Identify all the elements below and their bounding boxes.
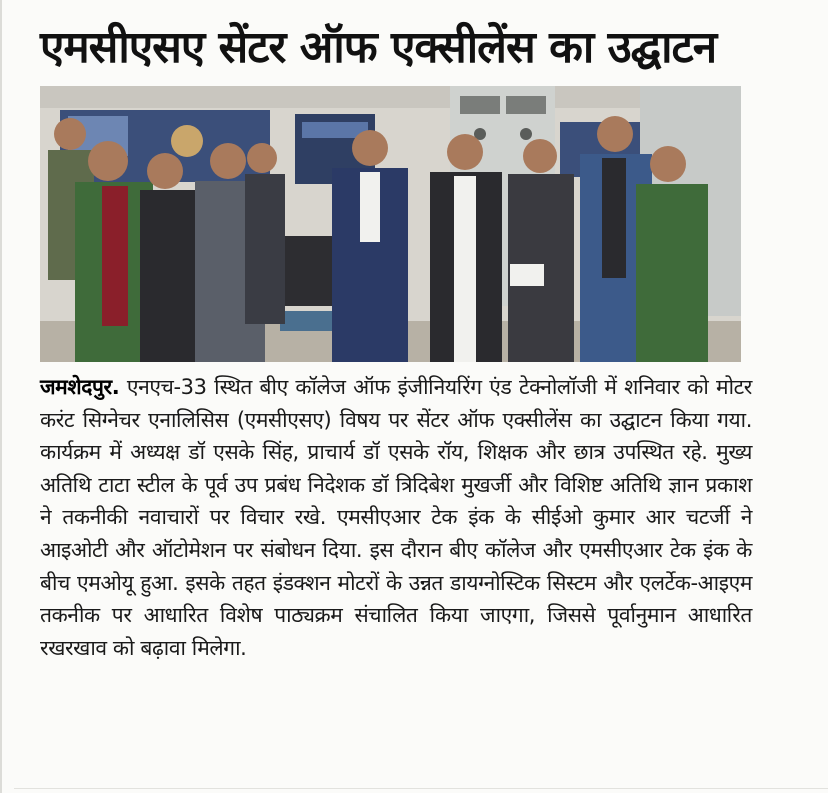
article-photo: [40, 86, 741, 362]
article-body-text: एनएच-33 स्थित बीए कॉलेज ऑफ इंजीनियरिंग एंड टेक्नोलॉजी में शनिवार को मोटर करंट सिग्नेचर एनालिसिस (एमसीएसए) विषय पर सेंटर ऑफ एक्सीलेंस का उद्घाटन किया गया. कार्यक्रम में अध्यक्ष डॉ एसके सिंह, प्राचार्य डॉ एसके रॉय, शिक्षक और छात्र उपस्थित रहे. मुख्य अतिथि टाटा स्टील के पूर्व उप प्रबंध निदेशक डॉ त्रिदिबेश मुखर्जी और विशिष्ट अतिथि ज्ञान प्रकाश ने तकनीकी नवाचारों पर विचार रखे. एमसीएआर टेक इंक के सीईओ कुमार आर चटर्जी ने आइओटी और ऑटोमेशन पर संबोधन दिया. इस दौरान बीए कॉलेज और एमसीएआर टेक इंक के बीच एमओयू हुआ. इसके तहत इंडक्शन मोटरों के उन्नत डायग्नोस्टिक सिस्टम और एलर्टेक-आइएम तकनीक पर आधारित विशेष पाठ्यक्रम संचालित किया जाएगा, जिससे पूर्वानुमान आधारित रखरखाव को बढ़ावा मिलेगा.: [40, 375, 752, 660]
article-body: [40, 371, 752, 664]
group-photo-illustration: [40, 86, 741, 362]
page-margin-rule: [0, 0, 14, 793]
article-dateline: जमशेदपुर.: [40, 375, 120, 399]
article-headline: एमसीएसए सेंटर ऑफ एक्सीलेंस का उद्घाटन: [40, 22, 717, 73]
bottom-rule: [14, 788, 828, 789]
